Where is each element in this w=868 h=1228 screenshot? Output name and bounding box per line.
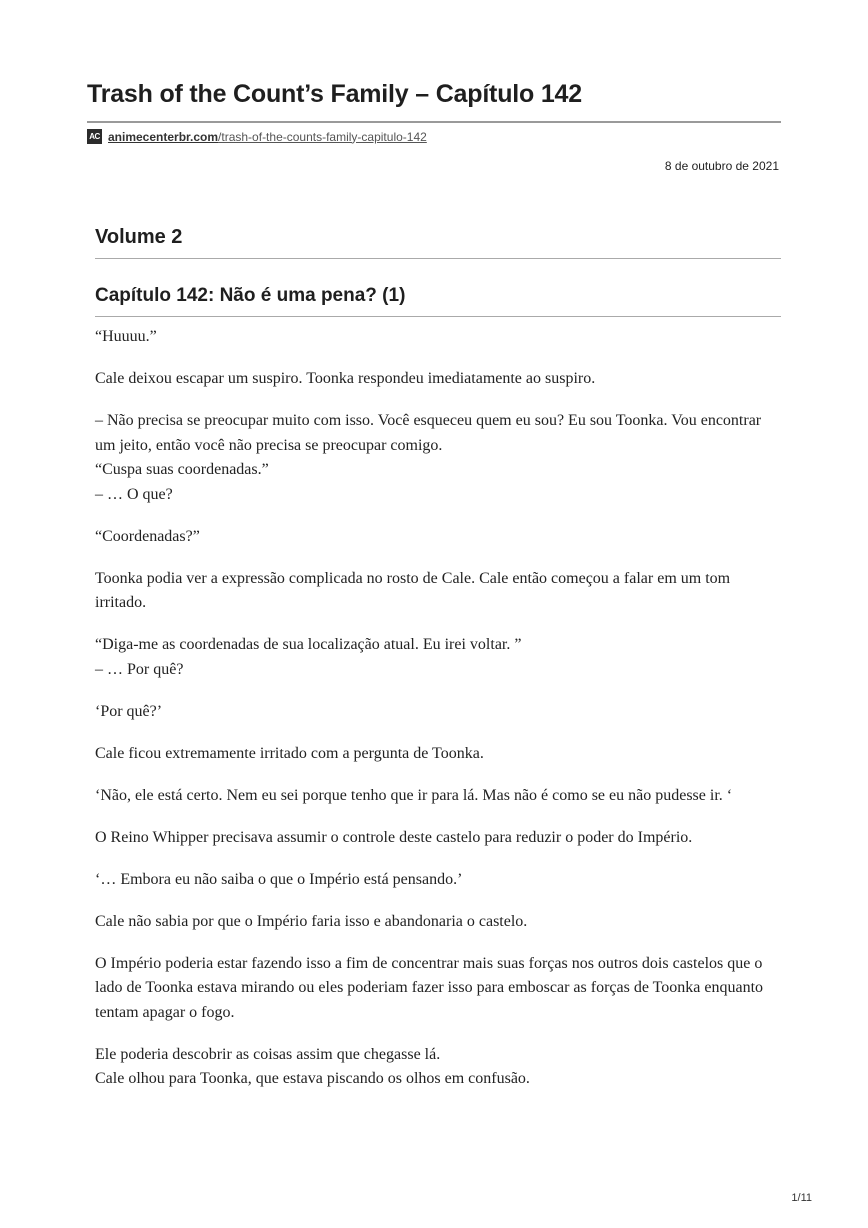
paragraph-line: “Cuspa suas coordenadas.”: [95, 461, 269, 478]
chapter-heading: Capítulo 142: Não é uma pena? (1): [95, 285, 406, 306]
paragraph-line: Cale olhou para Toonka, que estava piscando os olhos em confusão.: [95, 1070, 530, 1087]
paragraph-line: “Huuuu.”: [95, 328, 157, 345]
paragraph: [95, 952, 785, 1026]
source-link-row: [87, 129, 427, 144]
paragraph-line: “Diga-me as coordenadas de sua localização atual. Eu irei voltar. ”: [95, 636, 522, 653]
paragraph: [95, 742, 785, 767]
paragraph-line: Ele poderia descobrir as coisas assim que chegasse lá.: [95, 1045, 441, 1063]
paragraph: [95, 826, 785, 851]
source-domain[interactable]: animecenterbr.com: [108, 129, 219, 144]
paragraph: [95, 367, 785, 392]
paragraph: [95, 910, 785, 935]
title-divider: [87, 121, 781, 123]
paragraph-line: ‘Não, ele está certo. Nem eu sei porque tenho que ir para lá. Mas não é como se eu não pudesse ir. ‘: [95, 786, 733, 804]
paragraph: [95, 325, 785, 350]
paragraph-line: Cale não sabia por que o Império faria isso e abandonaria o castelo.: [95, 912, 528, 930]
paragraph-line: – … Por quê?: [95, 660, 184, 678]
publish-date: 8 de outubro de 2021: [664, 159, 779, 173]
volume-divider: [95, 258, 781, 259]
paragraph-line: O Império poderia estar fazendo isso a fim de concentrar mais suas forças nos outros dois castelos que o lado de Toonka estava mirando ou eles poderiam fazer isso para emboscar as forças de Toonka enquanto tentam apagar o fogo.: [95, 954, 764, 1021]
paragraph: [95, 633, 785, 682]
paragraph: [95, 868, 785, 893]
paragraph: [95, 700, 785, 725]
volume-heading: Volume 2: [95, 226, 183, 248]
site-favicon-icon: AC: [87, 129, 102, 144]
source-path[interactable]: /trash-of-the-counts-family-capitulo-142: [218, 129, 427, 144]
paragraph: [95, 409, 785, 507]
chapter-divider: [95, 316, 781, 317]
paragraph-line: Cale ficou extremamente irritado com a pergunta de Toonka.: [95, 744, 484, 762]
paragraph-line: Cale deixou escapar um suspiro. Toonka respondeu imediatamente ao suspiro.: [95, 370, 596, 387]
paragraph-line: Toonka podia ver a expressão complicada no rosto de Cale. Cale então começou a falar em um tom irritado.: [95, 569, 731, 611]
paragraph: [95, 567, 785, 616]
paragraph-line: O Reino Whipper precisava assumir o controle deste castelo para reduzir o poder do Império.: [95, 828, 693, 846]
paragraph-line: – Não precisa se preocupar muito com isso. Você esqueceu quem eu sou? Eu sou Toonka. Vou encontrar um jeito, então você não precisa se preocupar comigo.: [95, 412, 762, 454]
paragraph-line: ‘… Embora eu não saiba o que o Império está pensando.’: [95, 870, 463, 888]
paragraph: [95, 784, 785, 809]
source-link[interactable]: [108, 130, 427, 144]
paragraph-line: ‘Por quê?’: [95, 702, 163, 720]
article-body: [95, 325, 785, 1109]
paragraph: [95, 525, 785, 550]
page-number: 1/11: [791, 1192, 812, 1204]
paragraph-line: “Coordenadas?”: [95, 527, 200, 545]
paragraph-line: – … O que?: [95, 485, 173, 503]
page-title: Trash of the Count’s Family – Capítulo 142: [87, 80, 582, 108]
paragraph: [95, 1043, 785, 1092]
